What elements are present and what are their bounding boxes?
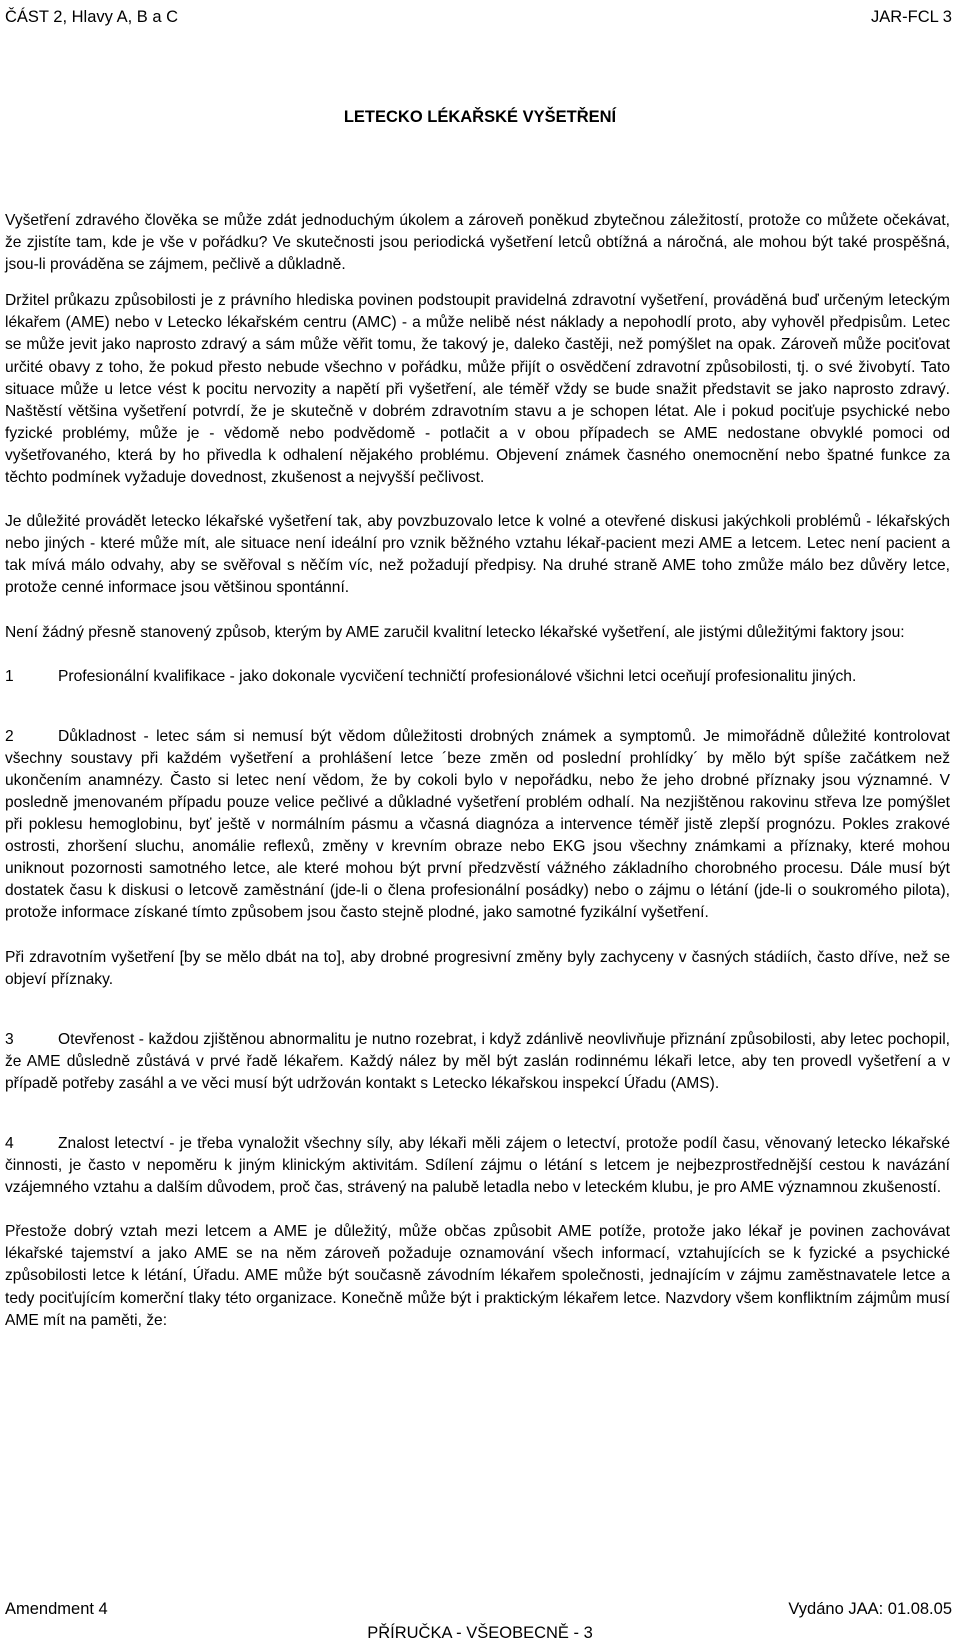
list-item-text: Profesionální kvalifikace - jako dokonale vycvičení techničtí profesionálové všichni letci oceňují profesionalitu jiných. bbox=[58, 667, 857, 685]
document-body bbox=[5, 210, 950, 1332]
list-number: 1 bbox=[5, 667, 14, 685]
header-section: ČÁST 2, Hlavy A, B a C bbox=[5, 8, 179, 26]
footer-amendment: Amendment 4 bbox=[5, 1600, 108, 1618]
paragraph-factors: Není žádný přesně stanovený způsob, kterým by AME zaručil kvalitní letecko lékařské vyšetření, ale jistými důležitými faktory jsou: bbox=[5, 623, 905, 641]
paragraph-discussion: Je důležité provádět letecko lékařské vyšetření tak, aby povzbuzovalo letce k volné a otevřené diskusi jakýchkoli problémů - lékařských nebo jiných - které může mít, ale situace není ideální pro vznik běžného vztahu lékař-pacient mezi AME a letcem. Letec není pacient a tak mívá málo odvahy, aby se svěřoval s něčím víc, než požadují předpisy. Na druhé straně AME toho zmůže málo bez důvěry letce, protože cenné informace jsou většinou spontánní. bbox=[5, 513, 950, 597]
paragraph-relationship: Přestože dobrý vztah mezi letcem a AME je důležitý, může občas způsobit AME potíže, protože jako lékař je povinen zachovávat lékařské tajemství a jako AME se na něm zároveň požaduje oznamování všech informací, vztahujících se k fyzické a psychické způsobilosti letce k létání, Úřadu. AME může být současně závodním lékařem společnosti, jednajícím v zájmu zaměstnavatele letce a tedy pociťujícím komerční tlaky této organizace. Konečně může být i praktickým lékařem letce. Nazvdory všem konfliktním zájmům musí AME mít na paměti, že: bbox=[5, 1223, 950, 1329]
footer-page-label: PŘÍRUČKA - VŠEOBECNĚ - 3 bbox=[367, 1624, 593, 1642]
page-title: LETECKO LÉKAŘSKÉ VYŠETŘENÍ bbox=[343, 108, 617, 126]
paragraph-intro: Vyšetření zdravého člověka se může zdát jednoduchým úkolem a zároveň poněkud zbytečnou záležitostí, protože co můžete očekávat, že zjistíte tam, kde je vše v pořádku? Ve skutečnosti jsou periodická vyšetření letců obtížná a náročná, ale mohou být také prospěšná, jsou-li prováděna se zájmem, pečlivě a důkladně. bbox=[5, 212, 950, 274]
footer-issue-date: Vydáno JAA: 01.08.05 bbox=[788, 1600, 952, 1618]
list-item-2 bbox=[5, 726, 950, 925]
list-item-3 bbox=[5, 1029, 950, 1095]
list-number: 2 bbox=[5, 727, 14, 745]
list-number: 4 bbox=[5, 1135, 14, 1152]
paragraph-progressive-changes: Při zdravotním vyšetření [by se mělo dbát na to], aby drobné progresivní změny byly zachyceny v časných stádiích, často dříve, než se objeví příznaky. bbox=[5, 948, 950, 988]
paragraph-license-holder: Držitel průkazu způsobilosti je z právního hlediska povinen podstoupit pravidelná zdravotní vyšetření, prováděná buď určeným leteckým lékařem (AME) nebo v Letecko lékařském centru (AMC) - a může nelibě nést náklady a nepohodlí proto, aby vyhověl předpisům. Letec se může jevit jako naprosto zdravý a sám může věřit tomu, že takový je, daleko častěji, než pomýšlet na opak. Zároveň může pociťovat určité obavy z toho, že pokud přesto nebude všechno v pořádku, může přijít o osvědčení zdravotní způsobilosti, tj. o své živobytí. Tato situace může u letce vést k pocitu nervozity a napětí při vyšetření, ale téměř vždy se bude snažit představit se jako naprosto zdravý. Naštěstí většina vyšetření potvrdí, že je skutečně v dobrém zdravotním stavu a je schopen létat. Ale i pokud pociťuje psychické nebo fyzické problémy, může je - vědomě nebo podvědomě - potlačit a v obou případech se AME nedostane obvyklé pomoci od vyšetřovaného, která by ho přivedla k odhalení nějakého problému. Objevení známek časného onemocnění nebo špatné funkce za těchto podmínek vyžaduje dovednost, zkušenost a nejvyšší pečlivost. bbox=[5, 292, 950, 487]
list-item-1 bbox=[5, 666, 950, 688]
list-item-text: Otevřenost - každou zjištěnou abnormalitu je nutno rozebrat, i když zdánlivě neovlivňuje přiznání způsobilosti, aby letec pochopil, že AME důsledně zůstává v prvé řadě lékařem. Každý nález by měl být zaslán rodinnému lékaři letce, aby ten provedl vyšetření a v případě potřeby zasáhl a ve věci musí být udržován kontakt s Letecko lékařskou inspekcí Úřadu (AMS). bbox=[5, 1030, 950, 1092]
header-document-code: JAR-FCL 3 bbox=[871, 8, 952, 26]
list-number: 3 bbox=[5, 1030, 14, 1048]
list-item-4 bbox=[5, 1133, 950, 1199]
list-item-text: Znalost letectví - je třeba vynaložit všechny síly, aby lékaři měli zájem o letectví, protože podíl času, věnovaný letecko lékařské činnosti, je často v nepoměru k jiným klinickým aktivitám. Sdílení zájmu o létání s letcem je nejbezprostřednější cestou k navázání vzájemného vztahu a dalším důvodem, proč čas, strávený na palubě letadla nebo v leteckém klubu, je pro AME významnou zkušeností. bbox=[5, 1135, 950, 1197]
list-item-text: Důkladnost - letec sám si nemusí být vědom důležitosti drobných známek a symptomů. Je mimořádně důležité kontrolovat všechny soustavy při každém vyšetření a prohlášení letce ´beze změn od poslední prohlídky´ by mělo být spíše začátkem než ukončením anamnézy. Často si letec není vědom, že by cokoli bylo v nepořádku, nebo že jeho drobné příznaky jsou významné. V posledně jmenovaném případu pouze velice pečlivé a důkladné vyšetření problém odhalí. Na nezjištěnou rakovinu střeva lze pomýšlet při poklesu hemoglobinu, byť ještě v normálním pásmu a včasná diagnóza a intervence téměř jistě zlepší prognózu. Pokles zrakové ostrosti, zhoršení sluchu, anomálie reflexů, změny v krevním obraze nebo EKG jsou všechny známkami a příznaky, které mohou uniknout pozornosti samotného letce, ale které mohou být první předzvěstí vážného základního chorobného procesu. Dále musí být dostatek času k diskusi o letcově zaměstnání (jde-li o člena profesionální posádky) nebo o zájmu o létání (jde-li o soukromého pilota), protože informace získané tímto způsobem jsou často stejně plodné, jako samotné fyzikální vyšetření. bbox=[5, 727, 950, 922]
page-header bbox=[5, 6, 952, 28]
